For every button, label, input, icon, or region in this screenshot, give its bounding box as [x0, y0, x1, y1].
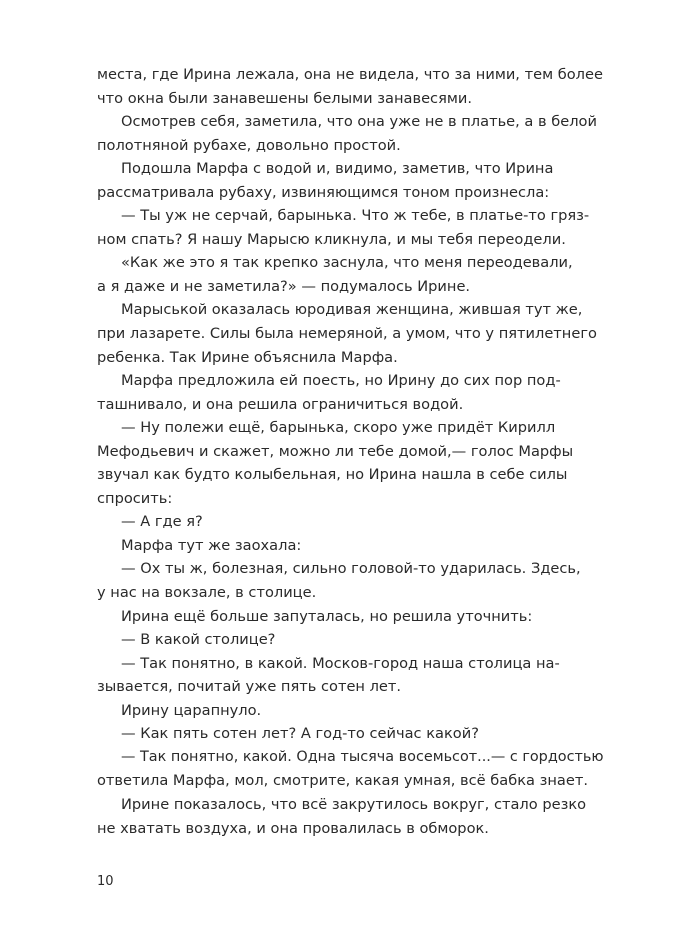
text-line: спросить:: [97, 489, 173, 507]
text-line: места, где Ирина лежала, она не видела, что за ними, тем более: [97, 66, 603, 83]
text-line: Марыськой оказалась юродивая женщина, жившая тут же,: [121, 301, 583, 319]
text-line: что окна были занавешены белыми занавесями.: [97, 89, 472, 107]
text-line: Ирина ещё больше запуталась, но решила уточнить:: [121, 607, 533, 625]
text-line: — В какой столице?: [121, 631, 276, 649]
text-line: — Ох ты ж, болезная, сильно головой-то ударилась. Здесь,: [121, 560, 581, 578]
text-line: не хватать воздуха, и она провалилась в обморок.: [97, 819, 489, 837]
text-line: — А где я?: [121, 513, 203, 531]
page-number: 10: [97, 874, 114, 889]
text-line: Марфа тут же заохала:: [121, 536, 302, 554]
text-line: Марфа предложила ей поесть, но Ирину до сих пор под-: [121, 372, 561, 390]
text-line: ответила Марфа, мол, смотрите, какая умная, всё бабка знает.: [97, 772, 588, 790]
text-line: полотняной рубахе, довольно простой.: [97, 136, 401, 154]
text-line: — Как пять сотен лет? А год-то сейчас какой?: [121, 725, 479, 743]
text-line: Осмотрев себя, заметила, что она уже не в платье, а в белой: [121, 113, 597, 131]
text-line: ташнивало, и она решила ограничиться водой.: [97, 395, 464, 413]
text-line: при лазарете. Силы была немеряной, а умом, что у пятилетнего: [97, 325, 597, 343]
text-line: а я даже и не заметила?» — подумалось Ирине.: [97, 277, 471, 295]
text-line: Ирину царапнуло.: [121, 701, 262, 719]
text-line: звучал как будто колыбельная, но Ирина нашла в себе силы: [97, 466, 568, 484]
text-line: — Ты уж не серчай, барынька. Что ж тебе, в платье-то гряз-: [121, 207, 590, 225]
text-line: Мефодьевич и скажет, можно ли тебе домой,— голос Марфы: [97, 442, 574, 460]
text-line: у нас на вокзале, в столице.: [97, 584, 317, 602]
text-line: Ирине показалось, что всё закрутилось вокруг, стало резко: [121, 795, 587, 813]
text-line: ребенка. Так Ирине объяснила Марфа.: [97, 348, 398, 366]
text-line: «Как же это я так крепко заснула, что меня переодевали,: [121, 254, 573, 272]
text-line: рассматривала рубаху, извиняющимся тоном произнесла:: [97, 183, 550, 201]
text-line: ном спать? Я нашу Марысю кликнула, и мы тебя переодели.: [97, 230, 566, 248]
text-line: — Так понятно, какой. Одна тысяча восемьсот...— с гордостью: [121, 748, 604, 765]
text-line: Подошла Марфа с водой и, видимо, заметив, что Ирина: [121, 160, 554, 178]
text-line: — Так понятно, в какой. Москов-город наша столица на-: [121, 654, 560, 672]
body-text: [97, 63, 605, 840]
text-line: зывается, почитай уже пять сотен лет.: [97, 678, 402, 696]
text-line: — Ну полежи ещё, барынька, скоро уже придёт Кирилл: [121, 419, 556, 437]
